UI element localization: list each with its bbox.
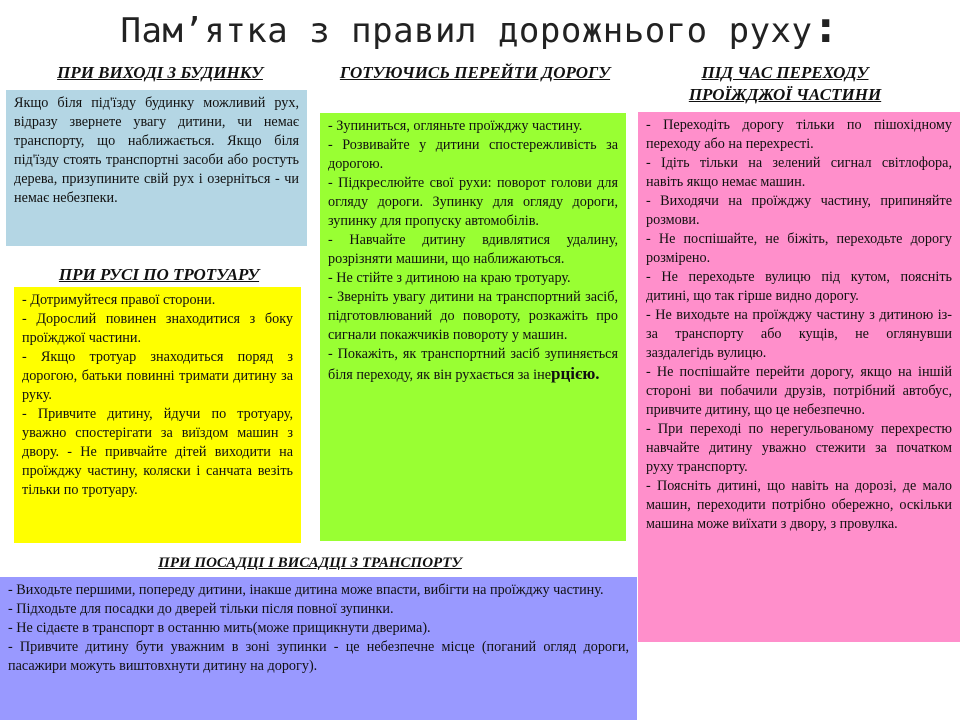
list-item: - Зупиниться, огляньте проїжджу частину. xyxy=(328,118,583,134)
list-item: - Не сідаєте в транспорт в останню мить(може прищикнути дверима). xyxy=(8,620,431,636)
list-item-last xyxy=(328,345,618,385)
heading-home-exit: ПРИ ВИХОДІ З БУДИНКУ xyxy=(57,63,263,82)
heading-transport: ПРИ ПОСАДЦІ І ВИСАДЦІ З ТРАНСПОРТУ xyxy=(158,555,462,571)
section-home-exit xyxy=(6,90,307,246)
list-item: - Навчайте дитину вдивлятися удалину, розрізняти машини, що наближаються. xyxy=(328,232,618,267)
list-item: - Виходьте першими, попереду дитини, інакше дитина може впасти, вибігти на проїжджу частину. xyxy=(8,582,604,598)
list-item: - Підходьте для посадки до дверей тільки після повної зупинки. xyxy=(8,601,394,617)
list-item: - Дотримуйтеся правої сторони. xyxy=(22,292,216,308)
list-item: - Зверніть увагу дитини на транспортний засіб, підготовлюваний до повороту, розкажіть про сигнали покажчиків повороту у машин. xyxy=(328,289,618,343)
last-item-text: - Покажіть, як транспортний засіб зупиняється біля переходу, як він рухається за іне xyxy=(328,346,618,383)
page-title-colon: : xyxy=(812,2,840,53)
list-item: - Не стійте з дитиною на краю тротуару. xyxy=(328,270,571,286)
list-item: - Привчите дитину, йдучи по тротуару, уважно спостерігати за виїздом машин з двору. - Не привчайте дітей виходити на проїжджу частину, коляски і санчата везіть тільки по тротуару. xyxy=(22,406,293,498)
list-item: - Дорослий повинен знаходитися з боку проїжджої частини. xyxy=(22,311,293,346)
list-item: - Не переходьте вулицю під кутом, поясніть дитині, що так гірше видно дорогу. xyxy=(646,269,952,304)
list-item: - Поясніть дитині, що навіть на дорозі, де мало машин, переходити потрібно обережно, оскільки машина може виїхати з двору, з провулка. xyxy=(646,478,952,532)
list-item: - Переходіть дорогу тільки по пішохідному переходу або на перехресті. xyxy=(646,117,952,152)
page-title xyxy=(0,2,960,53)
list-item: - Ідіть тільки на зелений сигнал світлофора, навіть якщо немає машин. xyxy=(646,155,952,190)
section-sidewalk xyxy=(14,287,301,543)
last-item-tail: рцією. xyxy=(551,364,600,383)
page-title-text: Пам’ятка з правил дорожнього руху xyxy=(120,11,813,51)
heading-crossing: ПІД ЧАС ПЕРЕХОДУ ПРОЇЖДЖОЇ ЧАСТИНИ xyxy=(688,63,882,104)
list-item: - Якщо тротуар знаходиться поряд з дорогою, батьки повинні тримати дитину за руку. xyxy=(22,349,293,403)
heading-sidewalk: ПРИ РУСІ ПО ТРОТУАРУ xyxy=(58,265,260,284)
list-item: - Не поспішайте перейти дорогу, якщо на іншій стороні ви побачили друзів, потрібний автобус, привчите дитину, що це небезпечно. xyxy=(646,364,952,418)
section-prepare-cross xyxy=(320,113,626,541)
section-transport xyxy=(0,577,637,720)
list-item: - При переході по нерегульованому перехрестю навчайте дитину уважно стежити за початком руху транспорту. xyxy=(646,421,952,475)
list-item: - Не поспішайте, не біжіть, переходьте дорогу розмірено. xyxy=(646,231,952,266)
heading-prepare-cross: ГОТУЮЧИСЬ ПЕРЕЙТИ ДОРОГУ xyxy=(339,63,611,82)
list-item: - Розвивайте у дитини спостережливість за дорогою. xyxy=(328,137,618,172)
section-crossing xyxy=(638,112,960,642)
list-item: - Підкреслюйте свої рухи: поворот голови для огляду дороги. Зупинку для огляду дороги, зупинку для пропуску автомобілів. xyxy=(328,175,618,229)
list-item: - Привчите дитину бути уважним в зоні зупинки - це небезпечне місце (поганий огляд дороги, пасажири можуть виштовхнути дитину на дорогу). xyxy=(8,639,629,674)
list-item: - Виходячи на проїжджу частину, припиняйте розмови. xyxy=(646,193,952,228)
list-item: - Не виходьте на проїжджу частину з дитиною із-за транспорту або кущів, не оглянувши заздалегідь вулицю. xyxy=(646,307,952,361)
home-exit-text: Якщо біля під'їзду будинку можливий рух, відразу звернете увагу дитини, чи немає транспорту, що наближається. Якщо біля під'їзду стоять транспортні засоби або ростуть дерева, призупините свій рух і озерніться - чи немає небезпеки. xyxy=(14,95,299,206)
